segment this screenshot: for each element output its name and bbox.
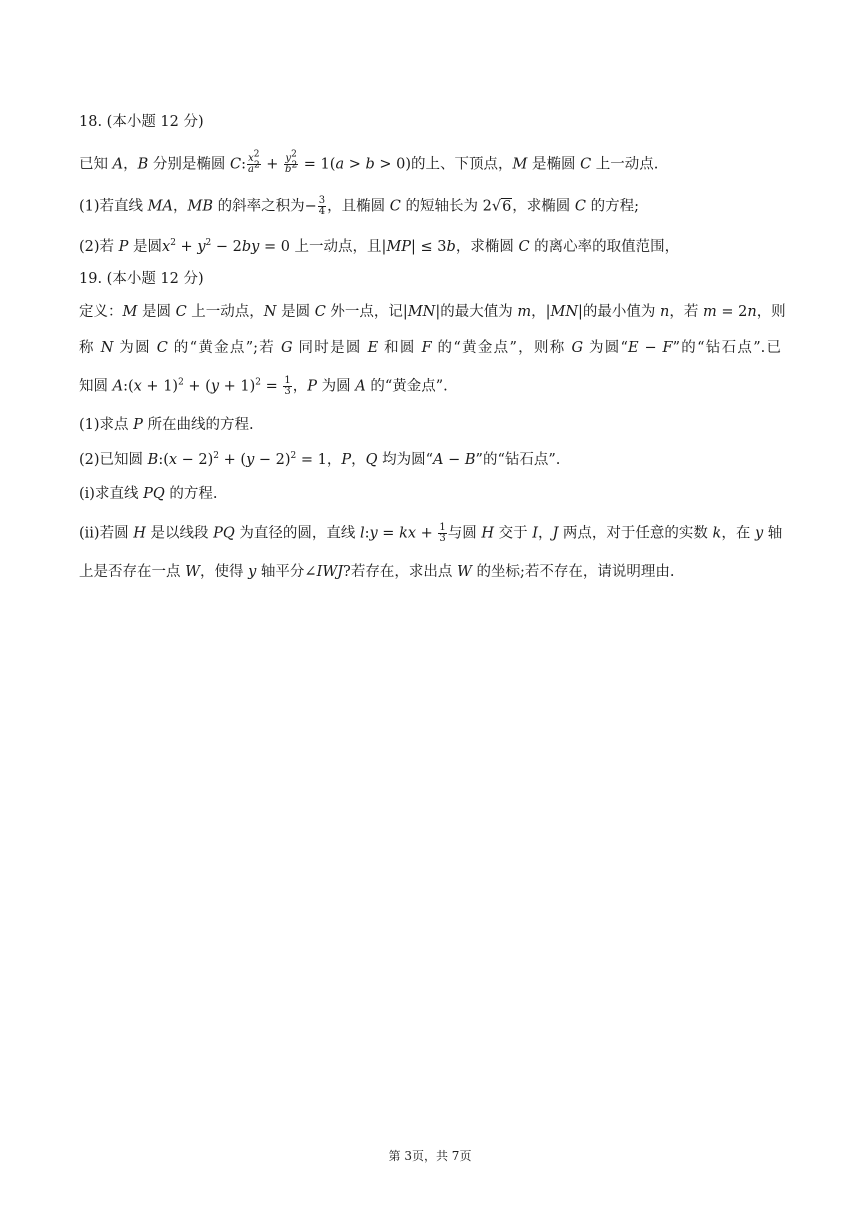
- q19-header: 19. (本小题 12 分): [79, 271, 204, 287]
- q19-part2: (2)已知圆 B:(x − $2)^2 + (y - 2)^2 = 1$，P，Q 均为圆“A − B”的“钻石点”.: [79, 451, 561, 468]
- q18-stem: 已知 A，B 分别是椭圆 C: $\frac{x^2}{a^2}$ + $\frac{y^2}{b^2}$ = 1(a > b > 0)的上、下顶点，M 是椭圆 C 上一动点.: [79, 149, 659, 175]
- q18-part2: (2)若 P 是圆$x^2 + y^2 - 2by = 0$ 上一动点，且|MP| ≤ 3b，求椭圆 C 的离心率的取值范围，: [79, 238, 680, 255]
- q19-def-line3: 知圆 A:(x + $1)^2 + (y + 1)^2$ = $\frac{1}{3}$ ，P 为圆 A 的“黄金点”.: [79, 375, 448, 397]
- q19-sub2-line1: (ⅱ)若圆 H 是以线段 PQ 为直径的圆，直线 l:y = kx + $\frac{1}{3}$ 与圆 H 交于 I，J 两点，对于任意的实数 k，在 y 轴: [79, 522, 783, 544]
- q18-part1: (1)若直线 MA，MB 的斜率之积为− $\frac{3}{4}$ ，且椭圆 C 的短轴长为 2√6，求椭圆 C 的方程;: [79, 195, 640, 217]
- q19-def-line2: 称 N 为圆 C 的“黄金点”;若 G 同时是圆 E 和圆 F 的“黄金点”，则称 G 为圆“E − F”的“钻石点”.已: [79, 340, 782, 356]
- page-footer: 第 3页，共 7页: [388, 1149, 472, 1163]
- q19-sub1: (ⅰ)求直线 PQ 的方程.: [79, 486, 218, 502]
- intercept-fraction: $\frac{1}{3}$: [439, 522, 446, 544]
- ellipse-y-term: $\frac{y^2}{b^2}$: [285, 149, 298, 175]
- slope-fraction: $\frac{3}{4}$: [318, 195, 326, 217]
- q18-header: 18. (本小题 12 分): [79, 114, 204, 130]
- q19-part1: (1)求点 P 所在曲线的方程.: [79, 417, 254, 433]
- radius-fraction: $\frac{1}{3}$: [284, 375, 291, 397]
- q19-def-line1: 定义：M 是圆 C 上一动点，N 是圆 C 外一点，记|MN|的最大值为 m，|MN|的最小值为 n，若 m = 2n，则: [79, 304, 786, 320]
- q19-sub2-line2: 上是否存在一点 W，使得 y 轴平分∠IWJ?若存在，求出点 W 的坐标;若不存在，请说明理由.: [79, 564, 675, 580]
- sqrt-symbol: √: [491, 198, 502, 215]
- ellipse-x-term: $\frac{x^2}{a^2}$: [247, 149, 260, 175]
